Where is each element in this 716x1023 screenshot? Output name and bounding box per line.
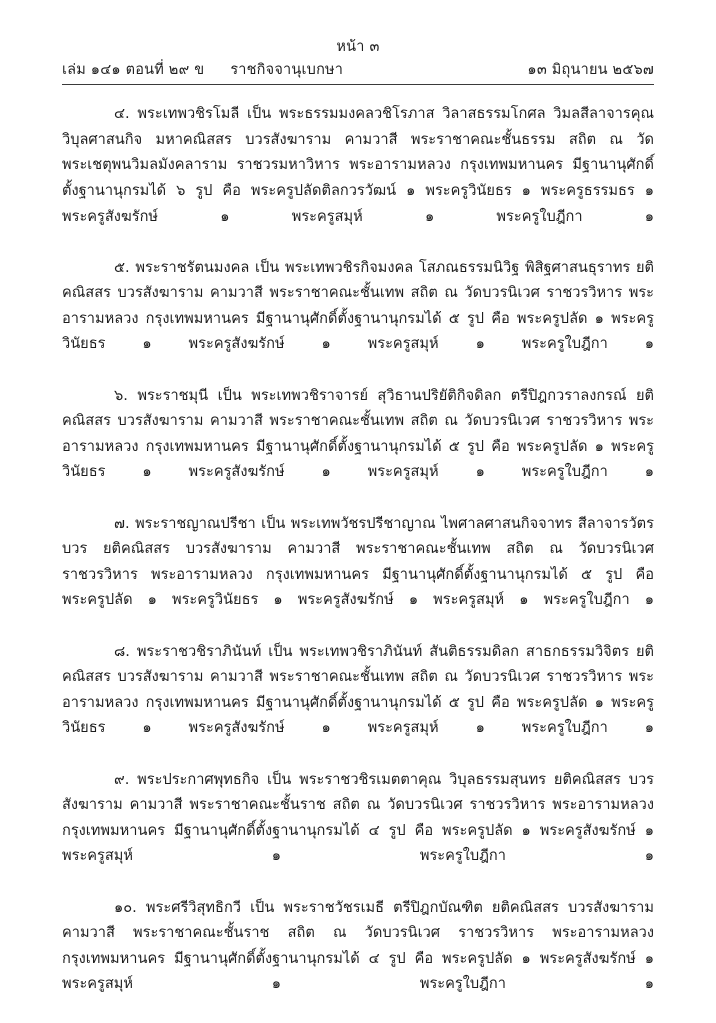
- publication-date: ๑๓ มิถุนายน ๒๕๖๗: [527, 61, 654, 78]
- volume-issue-label: เล่ม ๑๔๑ ตอนที่ ๒๙ ข: [62, 61, 205, 78]
- header-row: [62, 58, 654, 81]
- publication-title: ราชกิจจานุเบกษา: [230, 61, 344, 78]
- body-paragraph: ๖. พระราชมุนี เป็น พระเทพวชิราจารย์ สุวิธานปริยัติกิจดิลก ตรีปิฎกวราลงกรณ์ ยติคณิสสร บวรสังฆาราม คามวาสี พระราชาคณะชั้นเทพ สถิต ณ วัดบวรนิเวศ ราชวรวิหาร พระอารามหลวง กรุงเทพมหานคร มีฐานานุศักดิ์ตั้งฐานานุกรมได้ ๕ รูป คือ พระครูปลัด ๑ พระครูวินัยธร ๑ พระครูสังฆรักษ์ ๑ พระครูสมุห์ ๑ พระครูใบฎีกา ๑: [62, 386, 654, 481]
- running-head: [62, 0, 654, 85]
- body-paragraph: ๙. พระประกาศพุทธกิจ เป็น พระราชวชิรเมตตาคุณ วิบุลธรรมสุนทร ยติคณิสสร บวรสังฆาราม คามวาสี พระราชาคณะชั้นราช สถิต ณ วัดบวรนิเวศ ราชวรวิหาร พระอารามหลวง กรุงเทพมหานคร มีฐานานุศักดิ์ตั้งฐานานุกรมได้ ๔ รูป คือ พระครูปลัด ๑ พระครูสังฆรักษ์ ๑ พระครูสมุห์ ๑ พระครูใบฎีกา ๑: [62, 770, 654, 865]
- document-body: [62, 85, 654, 1022]
- body-paragraph: ๑๐. พระศรีวิสุทธิกวี เป็น พระราชวัชรเมธี ตรีปิฎกบัณฑิต ยติคณิสสร บวรสังฆาราม คามวาสี พระราชาคณะชั้นราช สถิต ณ วัดบวรนิเวศ ราชวรวิหาร พระอารามหลวง กรุงเทพมหานคร มีฐานานุศักดิ์ตั้งฐานานุกรมได้ ๔ รูป คือ พระครูปลัด ๑ พระครูสังฆรักษ์ ๑ พระครูสมุห์ ๑ พระครูใบฎีกา ๑: [62, 898, 654, 993]
- body-paragraph: ๗. พระราชญาณปรีชา เป็น พระเทพวัชรปรีชาญาณ ไพศาลศาสนกิจจาทร สีลาจารวัตรบวร ยติคณิสสร บวรสังฆาราม คามวาสี พระราชาคณะชั้นเทพ สถิต ณ วัดบวรนิเวศ ราชวรวิหาร พระอารามหลวง กรุงเทพมหานคร มีฐานานุศักดิ์ตั้งฐานานุกรมได้ ๕ รูป คือ พระครูปลัด ๑ พระครูวินัยธร ๑ พระครูสังฆรักษ์ ๑ พระครูสมุห์ ๑ พระครูใบฎีกา ๑: [62, 514, 654, 609]
- body-paragraph: ๘. พระราชวชิราภินันท์ เป็น พระเทพวชิราภินันท์ สันติธรรมดิลก สาธกธรรมวิจิตร ยติคณิสสร บวรสังฆาราม คามวาสี พระราชาคณะชั้นเทพ สถิต ณ วัดบวรนิเวศ ราชวรวิหาร พระอารามหลวง กรุงเทพมหานคร มีฐานานุศักดิ์ตั้งฐานานุกรมได้ ๕ รูป คือ พระครูปลัด ๑ พระครูวินัยธร ๑ พระครูสังฆรักษ์ ๑ พระครูสมุห์ ๑ พระครูใบฎีกา ๑: [62, 642, 654, 737]
- body-paragraph: ๔. พระเทพวชิรโมลี เป็น พระธรรมมงคลวชิโรภาส วิลาสธรรมโกศล วิมลสีลาจารคุณ วิบุลศาสนกิจ มหาคณิสสร บวรสังฆาราม คามวาสี พระราชาคณะชั้นธรรม สถิต ณ วัดพระเชตุพนวิมลมังคลาราม ราชวรมหาวิหาร พระอารามหลวง กรุงเทพมหานคร มีฐานานุศักดิ์ตั้งฐานานุกรมได้ ๖ รูป คือ พระครูปลัดติลกวรวัฒน์ ๑ พระครูวินัยธร ๑ พระครูธรรมธร ๑ พระครูสังฆรักษ์ ๑ พระครูสมุห์ ๑ พระครูใบฎีกา ๑: [62, 105, 654, 225]
- body-paragraph: ๕. พระราชรัตนมงคล เป็น พระเทพวชิรกิจมงคล โสภณธรรมนิวิฐ พิสิฐศาสนธุราทร ยติคณิสสร บวรสังฆาราม คามวาสี พระราชาคณะชั้นเทพ สถิต ณ วัดบวรนิเวศ ราชวรวิหาร พระอารามหลวง กรุงเทพมหานคร มีฐานานุศักดิ์ตั้งฐานานุกรมได้ ๕ รูป คือ พระครูปลัด ๑ พระครูวินัยธร ๑ พระครูสังฆรักษ์ ๑ พระครูสมุห์ ๑ พระครูใบฎีกา ๑: [62, 258, 654, 353]
- page-indicator: หน้า ๓: [336, 39, 380, 55]
